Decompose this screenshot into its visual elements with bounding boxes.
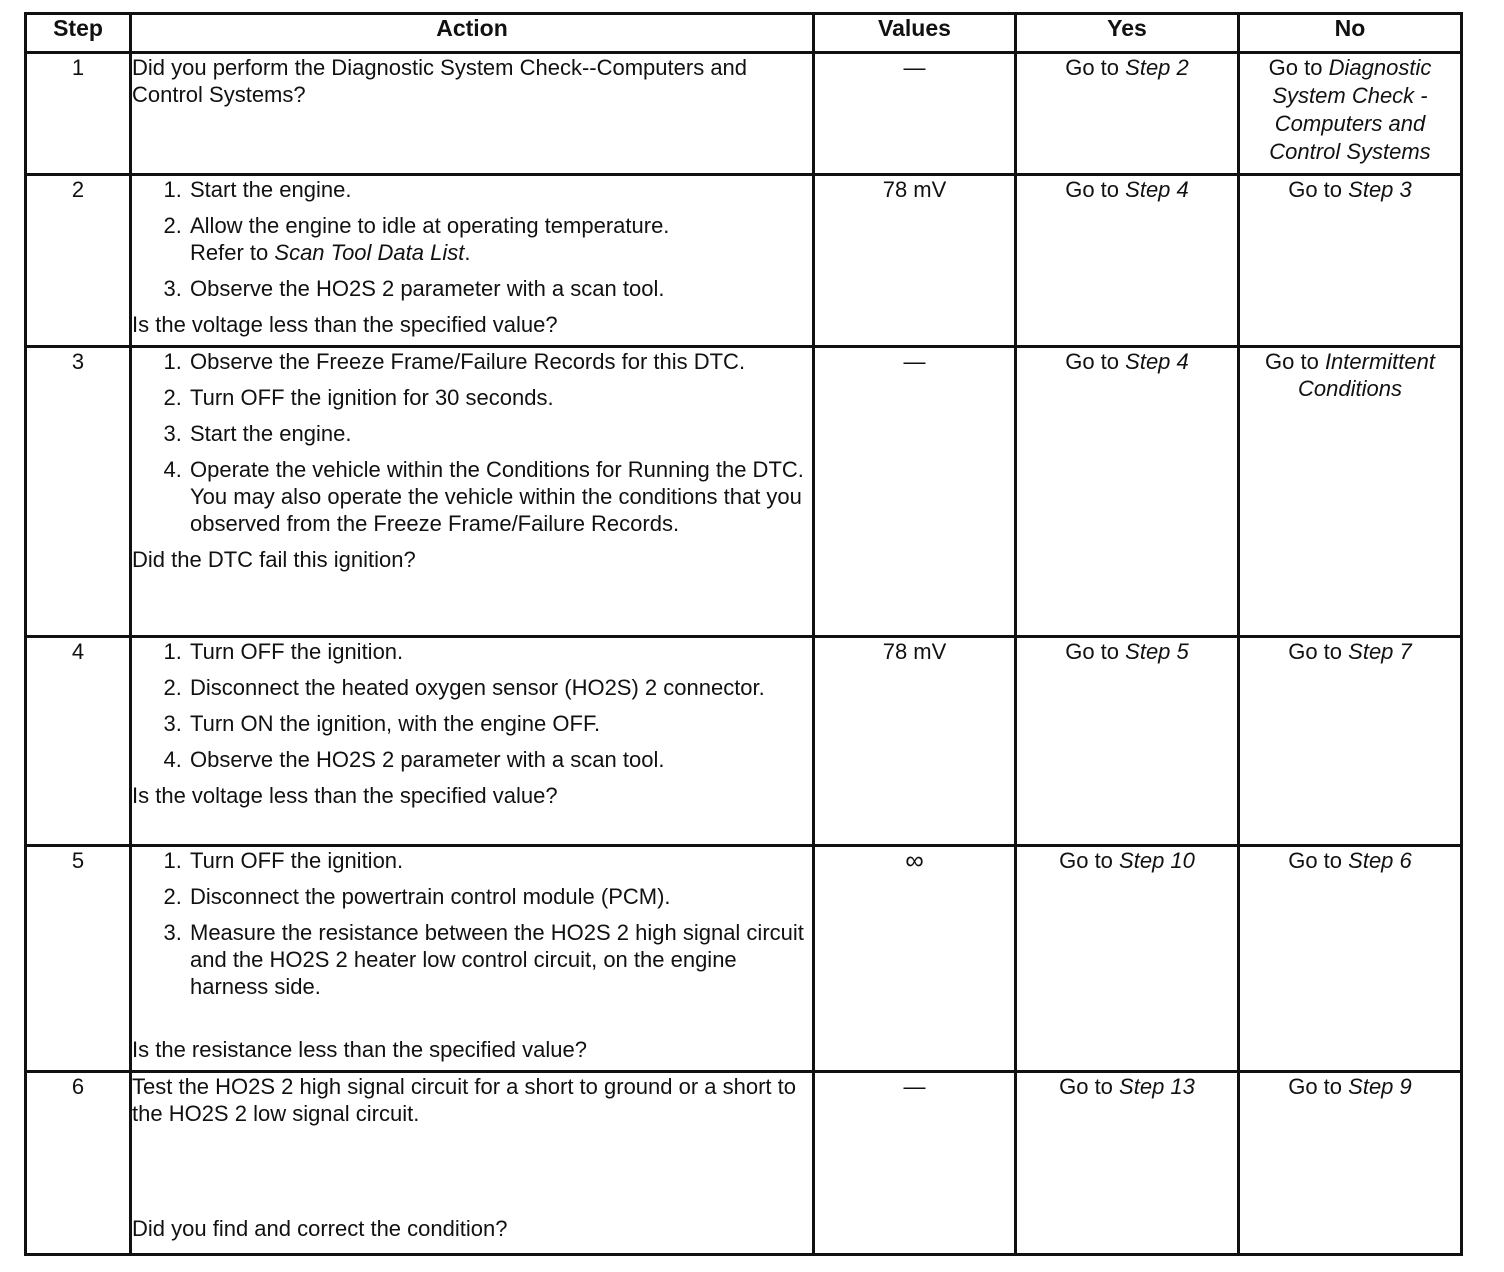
step-number: 1 — [26, 53, 131, 175]
no-link[interactable]: Step 7 — [1348, 639, 1412, 664]
goto-label: Go to — [1065, 639, 1120, 664]
action-step: 4. Operate the vehicle within the Conditions for Running the DTC. You may also operate the vehicle within the conditions that you observed from the Freeze Frame/Failure Records. — [188, 456, 812, 537]
header-step: Step — [26, 14, 131, 53]
goto-label: Go to — [1065, 55, 1120, 80]
header-values: Values — [814, 14, 1016, 53]
yes-cell — [1016, 53, 1239, 175]
step-number: 5 — [26, 846, 131, 1072]
table-row — [26, 347, 1462, 637]
yes-cell — [1016, 175, 1239, 347]
no-link[interactable]: Intermittent Conditions — [1298, 349, 1435, 401]
no-link[interactable]: Step 9 — [1348, 1074, 1412, 1099]
action-cell — [131, 175, 814, 347]
no-cell — [1239, 1072, 1462, 1255]
value-cell: ∞ — [814, 846, 1016, 1072]
action-step: 2. Allow the engine to idle at operating temperature. Refer to Scan Tool Data List. — [188, 212, 812, 266]
goto-label: Go to — [1265, 349, 1319, 374]
no-link[interactable]: Step 3 — [1348, 177, 1412, 202]
diagnostic-table — [24, 12, 1463, 1256]
action-step: 1. Observe the Freeze Frame/Failure Records for this DTC. — [188, 348, 812, 375]
goto-label: Go to — [1288, 177, 1343, 202]
table-row — [26, 846, 1462, 1072]
action-question: Is the voltage less than the specified value? — [132, 783, 558, 808]
no-link[interactable]: Step 6 — [1348, 848, 1412, 873]
action-intro: Test the HO2S 2 high signal circuit for a short to ground or a short to the HO2S 2 low signal circuit. — [132, 1074, 797, 1126]
yes-link[interactable]: Step 4 — [1125, 177, 1189, 202]
action-steps — [132, 176, 812, 302]
action-step-text: Allow the engine to idle at operating temperature. — [190, 213, 670, 238]
action-cell — [131, 846, 814, 1072]
action-step: 3. Measure the resistance between the HO2S 2 high signal circuit and the HO2S 2 heater low control circuit, on the engine harness side. — [188, 919, 812, 1000]
action-step: 4. Observe the HO2S 2 parameter with a scan tool. — [188, 746, 812, 773]
action-step: 2. Disconnect the powertrain control module (PCM). — [188, 883, 812, 910]
refer-prefix: Refer to — [190, 240, 269, 265]
action-question: Did the DTC fail this ignition? — [132, 547, 416, 572]
action-cell — [131, 53, 814, 175]
action-cell — [131, 637, 814, 846]
action-step: 1. Turn OFF the ignition. — [188, 847, 812, 874]
action-cell — [131, 347, 814, 637]
header-action: Action — [131, 14, 814, 53]
yes-link[interactable]: Step 10 — [1119, 848, 1195, 873]
action-step: 1. Turn OFF the ignition. — [188, 638, 812, 665]
no-cell — [1239, 347, 1462, 637]
no-cell — [1239, 846, 1462, 1072]
yes-link[interactable]: Step 5 — [1125, 639, 1189, 664]
action-step: 1. Start the engine. — [188, 176, 812, 203]
yes-cell — [1016, 1072, 1239, 1255]
action-step: 3. Turn ON the ignition, with the engine OFF. — [188, 710, 812, 737]
no-cell — [1239, 175, 1462, 347]
no-cell — [1239, 53, 1462, 175]
action-steps — [132, 638, 812, 773]
step-number: 2 — [26, 175, 131, 347]
goto-label: Go to — [1059, 1074, 1113, 1099]
goto-label: Go to — [1065, 177, 1120, 202]
action-question: Is the resistance less than the specified value? — [132, 1037, 587, 1062]
header-no: No — [1239, 14, 1462, 53]
goto-label: Go to — [1288, 848, 1343, 873]
value-cell: — — [814, 1072, 1016, 1255]
goto-label: Go to — [1288, 1074, 1343, 1099]
value-cell: 78 mV — [814, 175, 1016, 347]
step-number: 3 — [26, 347, 131, 637]
reference-link[interactable]: Scan Tool Data List — [274, 240, 465, 265]
action-cell — [131, 1072, 814, 1255]
goto-label: Go to — [1059, 848, 1113, 873]
value-cell: — — [814, 347, 1016, 637]
table-row — [26, 1072, 1462, 1255]
table-row — [26, 175, 1462, 347]
action-step: 2. Disconnect the heated oxygen sensor (HO2S) 2 connector. — [188, 674, 812, 701]
action-question: Is the voltage less than the specified value? — [132, 312, 558, 337]
step-number: 6 — [26, 1072, 131, 1255]
action-intro: Did you perform the Diagnostic System Check--Computers and Control Systems? — [132, 55, 748, 107]
goto-label: Go to — [1268, 55, 1323, 80]
yes-link[interactable]: Step 4 — [1125, 349, 1189, 374]
goto-label: Go to — [1065, 349, 1120, 374]
value-cell: 78 mV — [814, 637, 1016, 846]
header-row — [26, 14, 1462, 53]
action-step: 3. Start the engine. — [188, 420, 812, 447]
action-question: Did you find and correct the condition? — [132, 1216, 508, 1241]
no-cell — [1239, 637, 1462, 846]
yes-cell — [1016, 347, 1239, 637]
action-steps — [132, 348, 812, 537]
yes-link[interactable]: Step 13 — [1119, 1074, 1195, 1099]
table-row — [26, 53, 1462, 175]
no-link[interactable]: Diagnostic System Check - Computers and Control Systems — [1269, 55, 1432, 164]
yes-cell — [1016, 846, 1239, 1072]
table-row — [26, 637, 1462, 846]
goto-label: Go to — [1288, 639, 1343, 664]
action-step: 3. Observe the HO2S 2 parameter with a scan tool. — [188, 275, 812, 302]
step-number: 4 — [26, 637, 131, 846]
yes-cell — [1016, 637, 1239, 846]
header-yes: Yes — [1016, 14, 1239, 53]
yes-link[interactable]: Step 2 — [1125, 55, 1189, 80]
action-step: 2. Turn OFF the ignition for 30 seconds. — [188, 384, 812, 411]
value-cell: — — [814, 53, 1016, 175]
action-steps — [132, 847, 812, 1000]
